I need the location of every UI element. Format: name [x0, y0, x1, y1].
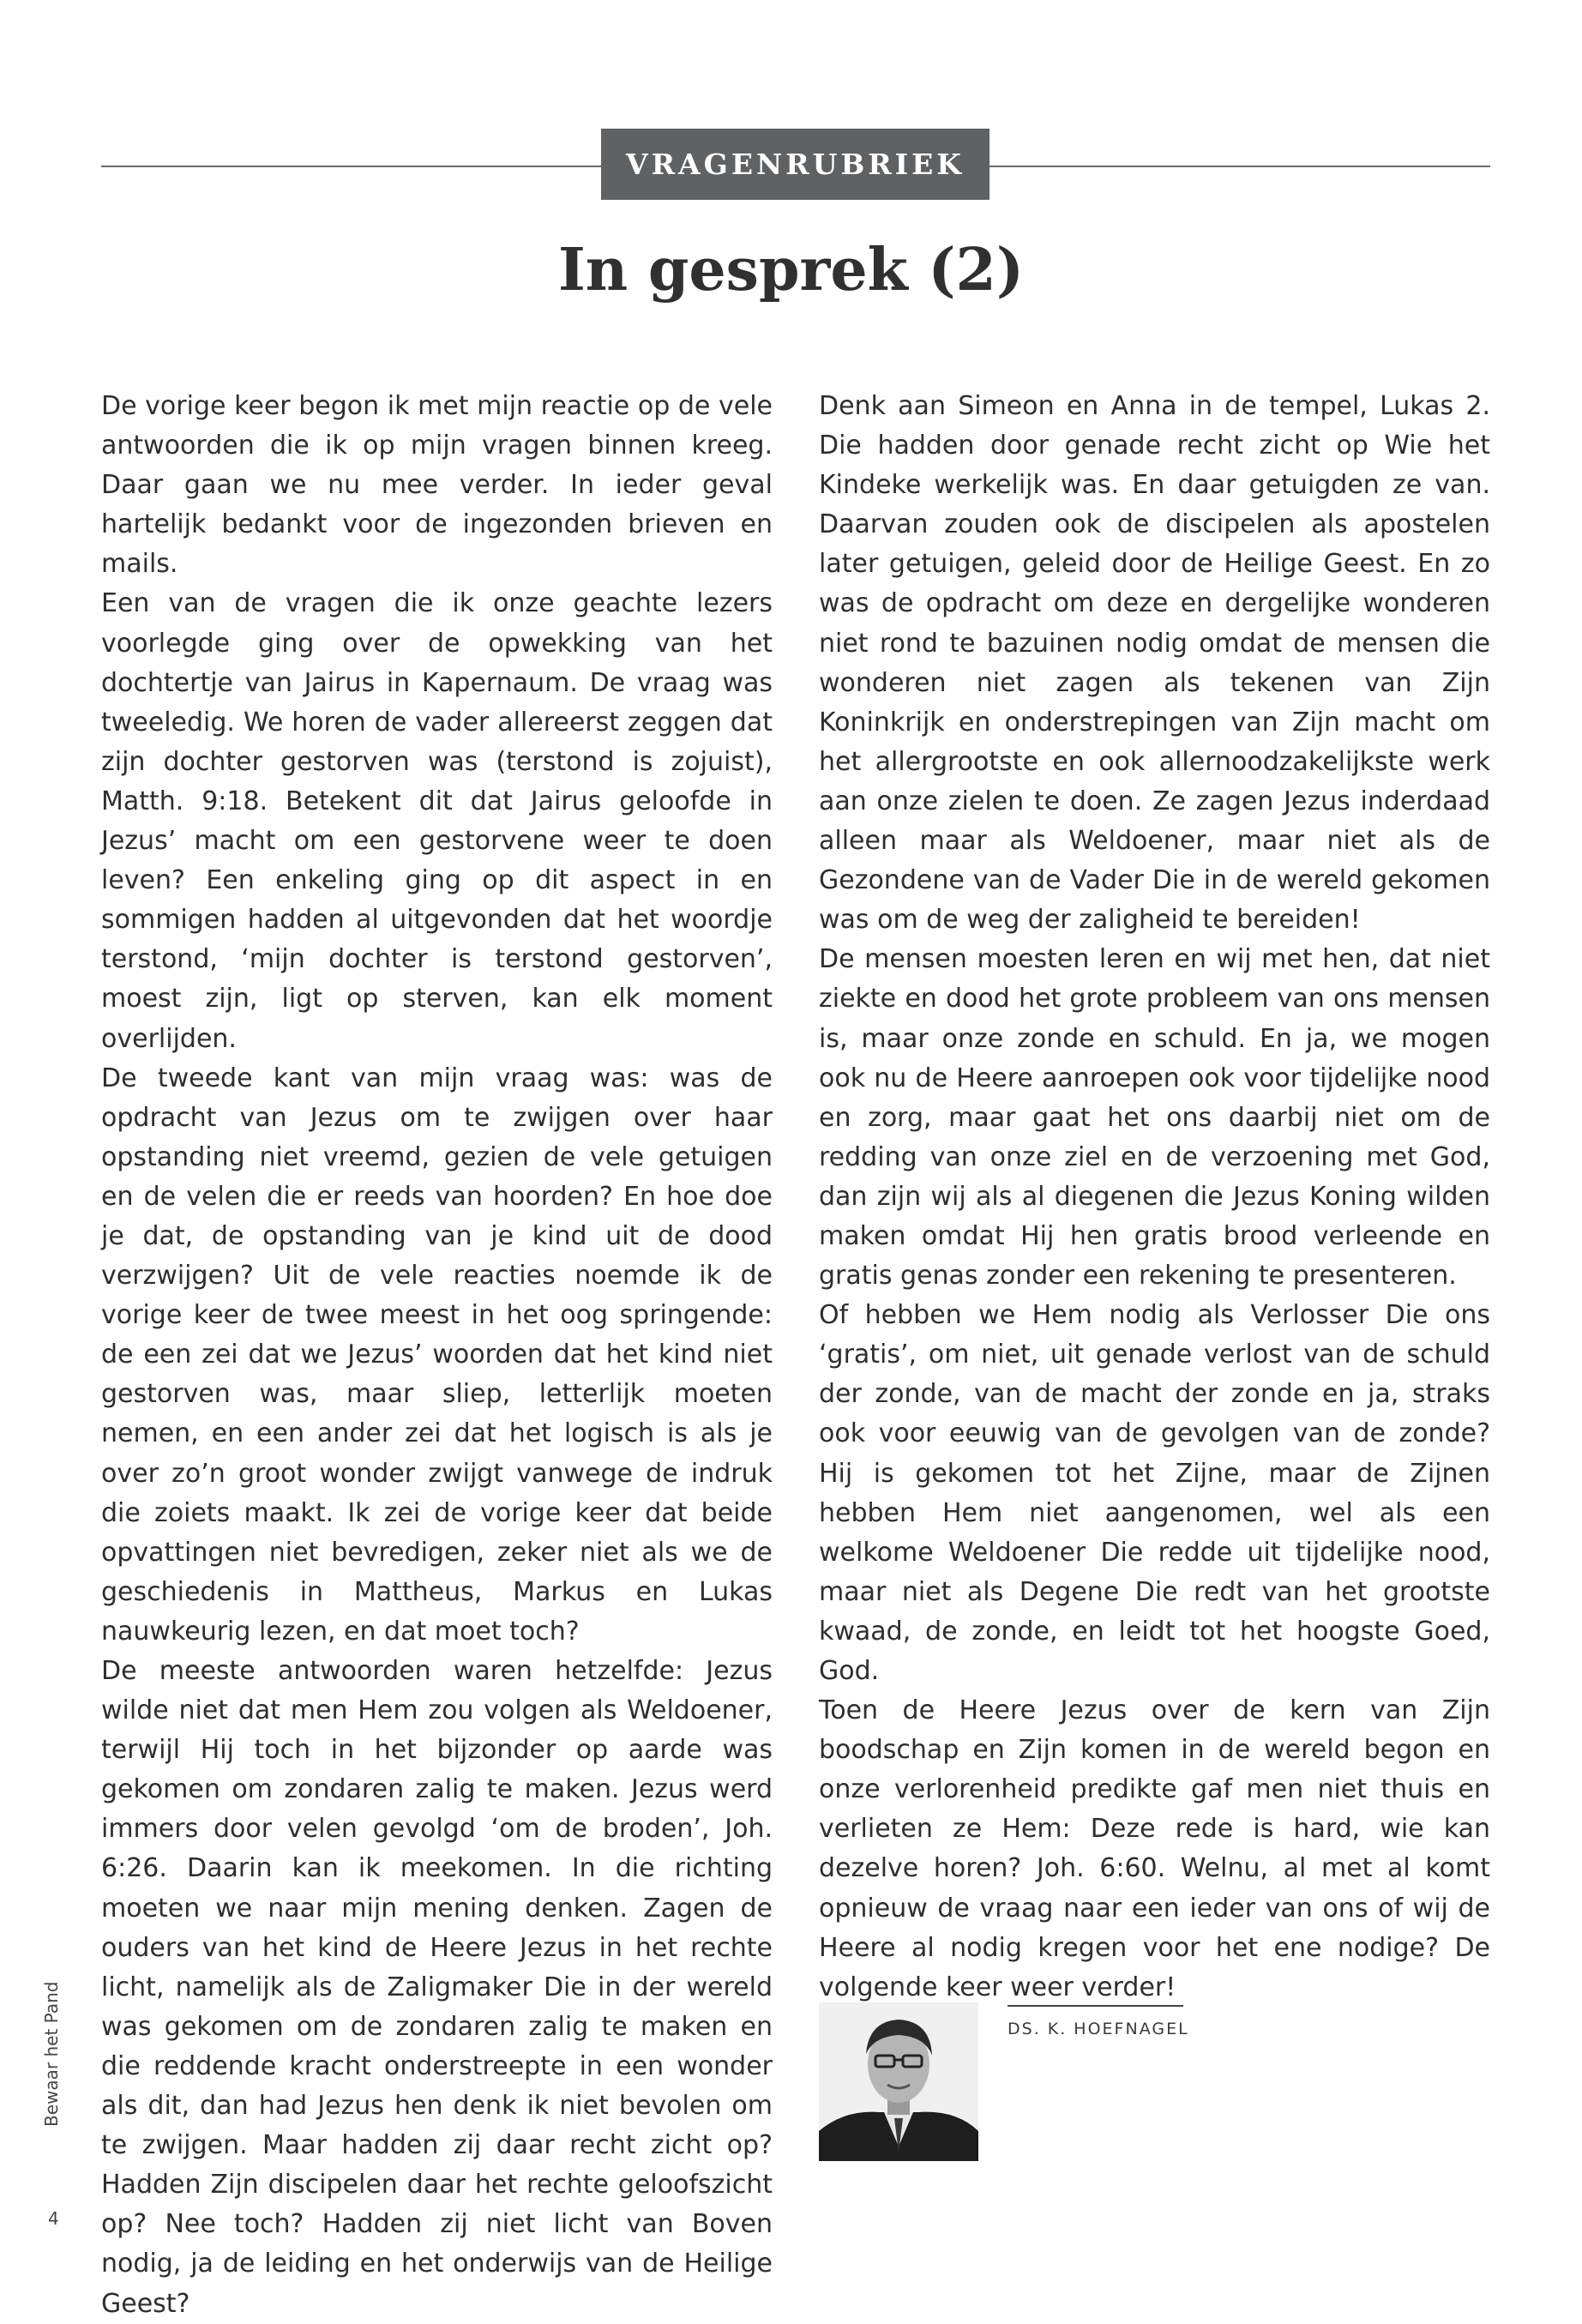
paragraph: De mensen moesten leren en wij met hen, dat niet ziekte en dood het grote probleem van ons mensen is, maar onze zonde en schuld. En ja, we mogen ook nu de Heere aanroepen ook voor tijdelijke nood en zorg, maar gaat het ons daarbij niet om de redding van onze ziel en de verzoening met God, dan zijn wij als al diegenen die Jezus Koning wilden maken omdat Hij hen gratis brood verleende en gratis genas zonder een rekening te presenteren.	[819, 944, 1490, 1291]
page-number: 4	[48, 2208, 59, 2229]
paragraph: De meeste antwoorden waren hetzelfde: Jezus wilde niet dat men Hem zou volgen als Weldoener, terwijl Hij toch in het bijzonder op aarde was gekomen om zondaren zalig te maken. Jezus werd immers door velen gevolgd ‘om de broden’, Joh. 6:26. Daarin kan ik meekomen. In die richting moeten we naar mijn mening denken. Zagen de ouders van het kind de Heere Jezus in het rechte licht, namelijk als de Zaligmaker Die in der wereld was gekomen om de zondaren zalig te maken en die reddende kracht onderstreepte in een wonder als dit, dan had Jezus hen denk ik niet bevolen om te zwijgen. Maar hadden zij daar recht zicht op? Hadden Zijn discipelen daar het rechte geloofszicht op? Nee toch? Hadden zij niet licht van Boven nodig, ja de leiding en het onderwijs van de Heilige Geest?	[101, 1656, 773, 2319]
paragraph: Toen de Heere Jezus over de kern van Zijn boodschap en Zijn komen in de wereld begon en onze verlorenheid predikte gaf men niet thuis en verlieten ze Hem: Deze rede is hard, wie kan dezelve horen? Joh. 6:60. Welnu, al met al komt opnieuw de vraag naar een ieder van ons of wij de Heere al nodig kregen voor het ene nodige? De volgende keer weer verder!	[819, 1695, 1490, 2002]
author-name: DS. K. HOEFNAGEL	[1008, 2020, 1189, 2038]
section-label: VRAGENRUBRIEK	[601, 129, 990, 200]
page-title: In gesprek (2)	[557, 236, 1025, 304]
paragraph: De tweede kant van mijn vraag was: was de opdracht van Jezus om te zwijgen over haar opstanding niet vreemd, gezien de vele getuigen en de velen die er reeds van hoorden? En hoe doe je dat, de opstanding van je kind uit de dood verzwijgen? Uit de vele reacties noemde ik de vorige keer de twee meest in het oog springende: de een zei dat we Jezus’ woorden dat het kind niet gestorven was, maar sliep, letterlijk moeten nemen, en een ander zei dat het logisch is als je over zo’n groot wonder zwijgt vanwege de indruk die zoiets maakt. Ik zei de vorige keer dat beide opvattingen niet bevredigen, zeker niet als we de geschiedenis in Mattheus, Markus en Lukas nauwkeurig lezen, en dat moet toch?	[101, 1063, 773, 1647]
article-column-right	[819, 387, 1490, 2008]
paragraph: De vorige keer begon ik met mijn reactie op de vele antwoorden die ik op mijn vragen binnen kreeg. Daar gaan we nu mee verder. In ieder geval hartelijk bedankt voor de ingezonden brieven en mails.	[101, 391, 773, 580]
signature-rule	[1008, 2005, 1183, 2007]
paragraph: Denk aan Simeon en Anna in de tempel, Lukas 2. Die hadden door genade recht zicht op Wie het Kindeke werkelijk was. En daar getuigden ze van. Daarvan zouden ook de discipelen als apostelen later getuigen, geleid door de Heilige Geest. En zo was de opdracht om deze en dergelijke wonderen niet rond te bazuinen nodig omdat de mensen die wonderen niet zagen als tekenen van Zijn Koninkrijk en onderstrepingen van Zijn macht om het allergrootste en ook allernoodzakelijkste werk aan onze zielen te doen. Ze zagen Jezus inderdaad alleen maar als Weldoener, maar niet als de Gezondene van de Vader Die in de wereld gekomen was om de weg der zaligheid te bereiden!	[819, 391, 1490, 936]
journal-name: Bewaar het Pand	[41, 1981, 62, 2127]
article-column-left	[101, 387, 773, 2324]
paragraph: Of hebben we Hem nodig als Verlosser Die ons ‘gratis’, om niet, uit genade verlost van de schuld der zonde, van de macht der zonde en ja, straks ook voor eeuwig van de gevolgen van de zonde? Hij is gekomen tot het Zijne, maar de Zijnen hebben Hem niet aangenomen, wel als een welkome Weldoener Die redde uit tijdelijke nood, maar niet als Degene Die redt van het grootste kwaad, de zonde, en leidt tot het hoogste Goed, God.	[819, 1300, 1490, 1686]
author-portrait-icon	[819, 2002, 978, 2161]
paragraph: Een van de vragen die ik onze geachte lezers voorlegde ging over de opwekking van het dochtertje van Jairus in Kapernaum. De vraag was tweeledig. We horen de vader allereerst zeggen dat zijn dochter gestorven was (terstond is zojuist), Matth. 9:18. Betekent dit dat Jairus geloofde in Jezus’ macht om een gestorvene weer te doen leven? Een enkeling ging op dit aspect in en sommigen hadden al uitgevonden dat het woordje terstond, ‘mijn dochter is terstond gestorven’, moest zijn, ligt op sterven, kan elk moment overlijden.	[101, 588, 773, 1054]
author-photo	[819, 2002, 978, 2161]
